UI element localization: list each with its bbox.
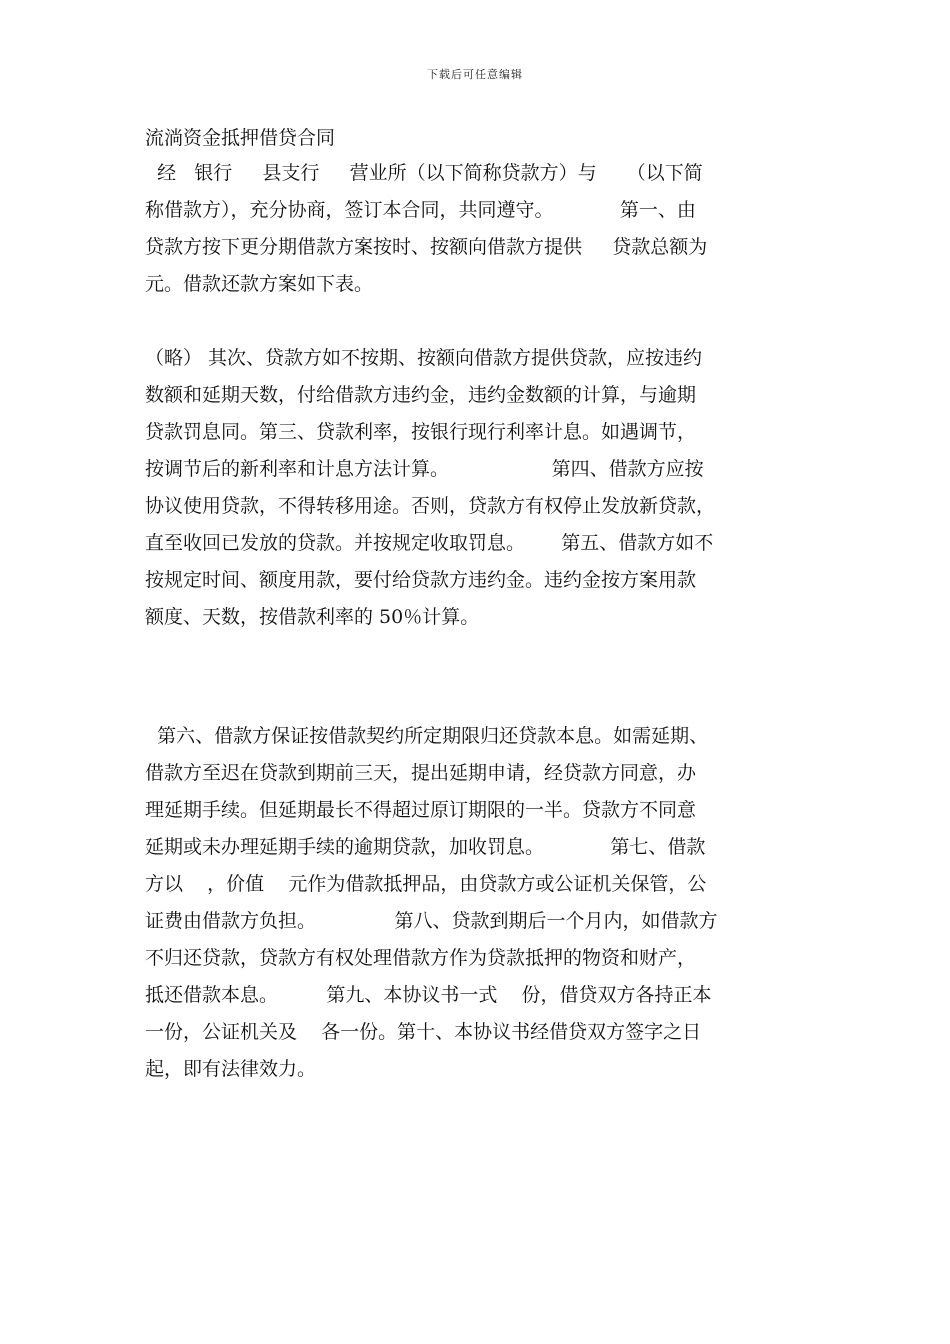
paragraph-1 bbox=[145, 155, 830, 303]
text-line: 抵还借款本息。 第九、本协议书一式 份，借贷双方各持正本 bbox=[145, 984, 712, 1006]
text-line: 额度、天数，按借款利率的 50％计算。 bbox=[145, 606, 480, 628]
text-line: 贷款方按下更分期借款方案按时、按额向借款方提供 贷款总额为 bbox=[145, 236, 708, 258]
page-header: 下载后可任意编辑 bbox=[427, 68, 523, 81]
text-line: 称借款方），充分协商，签订本合同，共同遵守。 第一、由 bbox=[145, 199, 696, 221]
text-line: 第六、借款方保证按借款契约所定期限归还贷款本息。如需延期、 bbox=[145, 725, 709, 747]
text-line: （略） 其次、贷款方如不按期、按额向借款方提供贷款，应按违约 bbox=[145, 347, 703, 369]
text-line: 理延期手续。但延期最长不得超过原订期限的一半。贷款方不同意 bbox=[145, 799, 697, 821]
text-line: 按规定时间、额度用款，要付给贷款方违约金。违约金按方案用款 bbox=[145, 569, 697, 591]
text-line: 不归还贷款，贷款方有权处理借款方作为贷款抵押的物资和财产， bbox=[145, 947, 697, 969]
text-line: 一份，公证机关及 各一份。第十、本协议书经借贷双方签字之日 bbox=[145, 1021, 702, 1043]
text-line: 直至收回已发放的贷款。并按规定收取罚息。 第五、借款方如不 bbox=[145, 532, 714, 554]
text-line: 经 银行 县支行 营业所（以下简称贷款方）与 （以下简 bbox=[145, 162, 703, 184]
text-line: 方以 ，价值 元作为借款抵押品，由贷款方或公证机关保管，公 bbox=[145, 873, 707, 895]
text-line: 延期或未办理延期手续的逾期贷款，加收罚息。 第七、借款 bbox=[145, 836, 706, 858]
text-line: 借款方至迟在贷款到期前三天，提出延期申请，经贷款方同意，办 bbox=[145, 762, 697, 784]
text-line: 按调节后的新利率和计息方法计算。 第四、借款方应按 bbox=[145, 458, 704, 480]
text-line: 数额和延期天数，付给借款方违约金，违约金数额的计算，与逾期 bbox=[145, 384, 697, 406]
text-line: 元。借款还款方案如下表。 bbox=[145, 273, 374, 295]
text-line: 起，即有法律效力。 bbox=[145, 1058, 317, 1080]
paragraph-3 bbox=[145, 718, 830, 1088]
text-line: 贷款罚息同。第三、贷款利率，按银行现行利率计息。如遇调节， bbox=[145, 421, 697, 443]
text-line: 协议使用贷款，不得转移用途。否则，贷款方有权停止发放新贷款， bbox=[145, 495, 716, 517]
text-line: 证费由借款方负担。 第八、贷款到期后一个月内，如借款方 bbox=[145, 910, 718, 932]
paragraph-2 bbox=[145, 340, 830, 636]
document-title: 流淌资金抵押借贷合同 bbox=[145, 127, 336, 149]
